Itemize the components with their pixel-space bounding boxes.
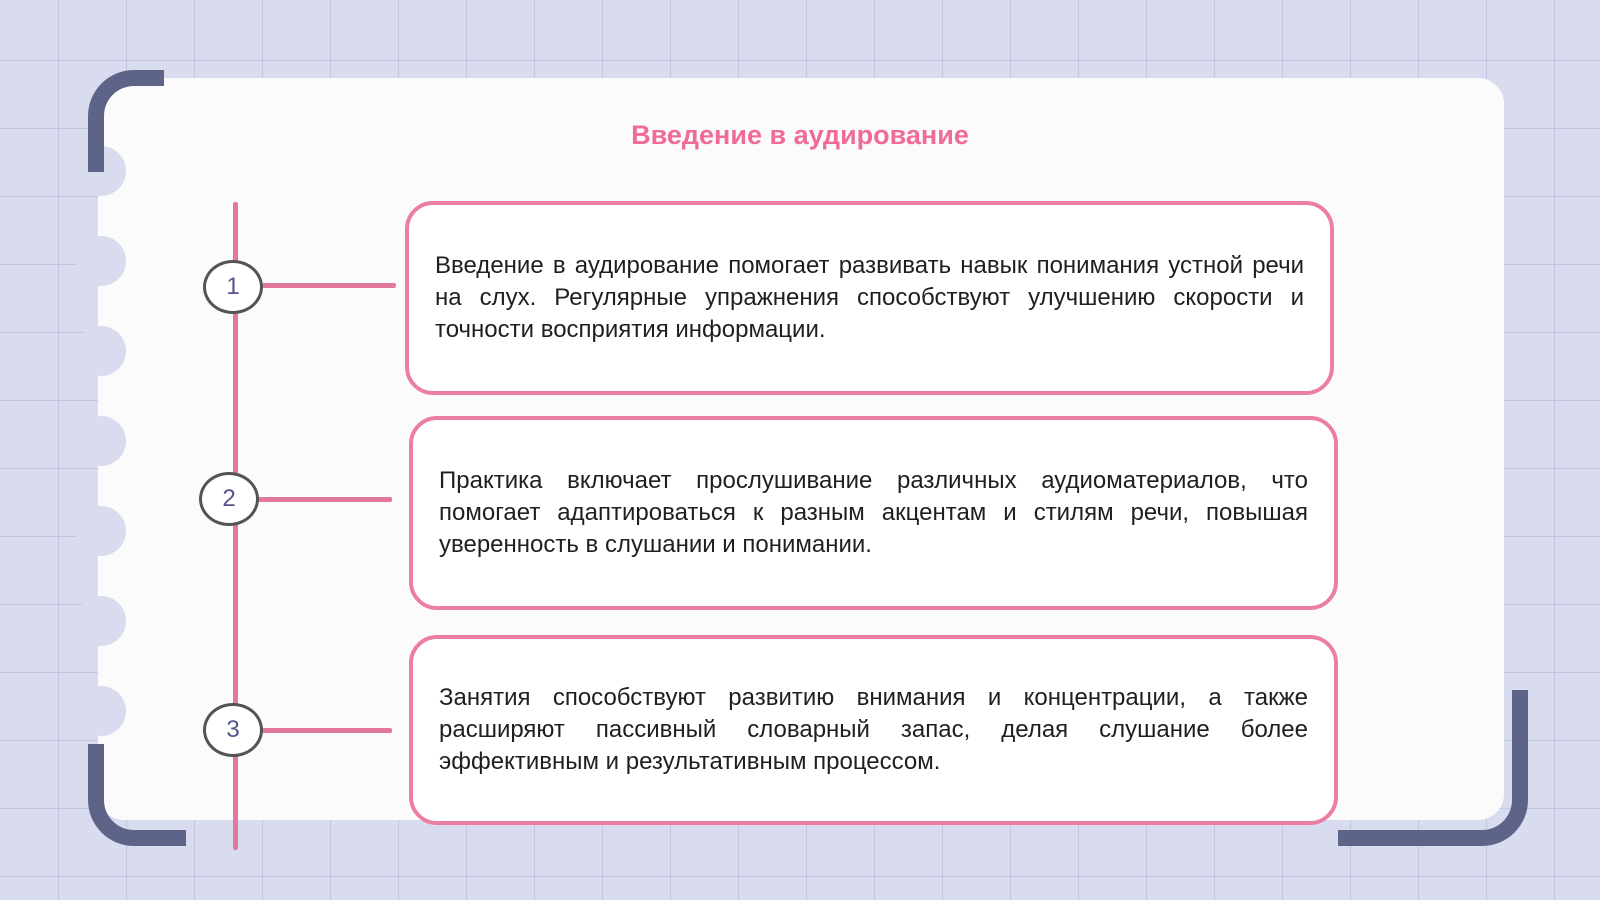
step-number-2: 2 <box>199 472 259 526</box>
corner-bracket-bottom-right <box>1338 690 1528 846</box>
corner-bracket-bottom-left <box>88 744 186 846</box>
card-notch <box>76 326 126 376</box>
timeline-connector <box>258 497 392 502</box>
card-notch <box>76 596 126 646</box>
step-text-3: Занятия способствуют развитию внимания и концентрации, а также расширяют пассивный словарный запас, делая слушание более эффективным и результативным процессом. <box>439 684 1308 775</box>
card-notch <box>76 416 126 466</box>
step-card-3 <box>409 635 1338 825</box>
timeline-connector <box>262 728 392 733</box>
step-text-2: Практика включает прослушивание различных аудиоматериалов, что помогает адаптироваться к разным акцентам и стилям речи, повышая уверенность в слушании и понимании. <box>439 467 1308 558</box>
card-notch <box>76 236 126 286</box>
step-card-1 <box>405 201 1334 395</box>
step-number-1: 1 <box>203 260 263 314</box>
card-notch <box>76 686 126 736</box>
card-notch <box>76 506 126 556</box>
step-card-2 <box>409 416 1338 610</box>
slide-title: Введение в аудирование <box>631 120 969 150</box>
timeline-connector <box>262 283 396 288</box>
step-number-3: 3 <box>203 703 263 757</box>
step-text-1: Введение в аудирование помогает развивать навык понимания устной речи на слух. Регулярные упражнения способствуют улучшению скорости и точности восприятия информации. <box>435 252 1304 343</box>
